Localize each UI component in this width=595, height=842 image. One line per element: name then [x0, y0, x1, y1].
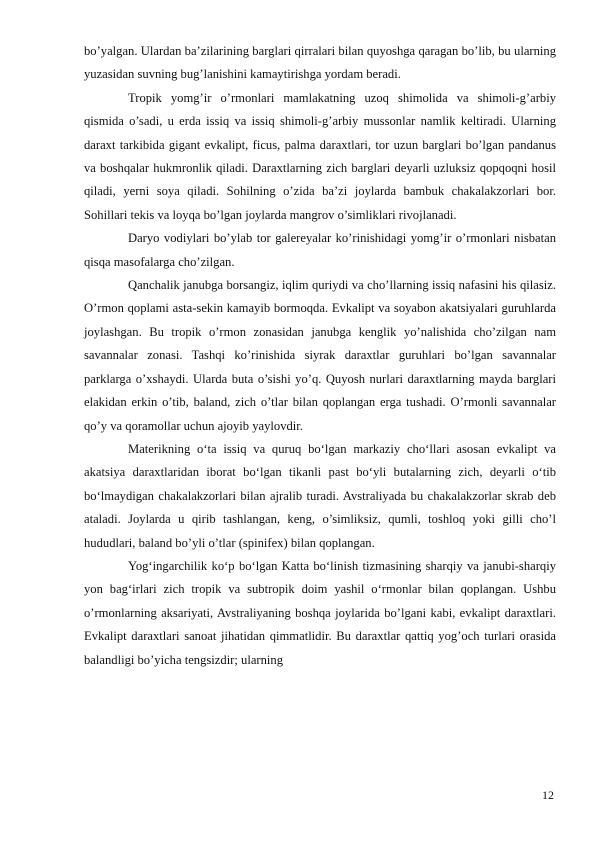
paragraph-continued: bo’yalgan. Ulardan ba’zilarining barglari qirralari bilan quyoshga qaragan bo’lib, bu ularning yuzasidan suvning bug’lanishini kamaytirishga yordam beradi.	[84, 44, 556, 82]
page-number: 12	[542, 788, 554, 802]
paragraph-rainforests: Tropik yomg’ir o’rmonlari mamlakatning uzoq shimolida va shimoli-g’arbiy qismida o’sadi, u erda issiq va issiq shimoli-g’arbiy mussonlar namlik keltiradi. Ularning daraxt tarkibida gigant evkalipt, ficus, palma daraxtlari, tor uzun barglari bo’lgan pandanus va boshqalar hukmronlik qiladi. Daraxtlarning zich barglari deyarli uzluksiz qopqoqni hosil qiladi, yerni soya qiladi. Sohilning o’zida ba’zi joylarda bambuk chakalakzorlari bor. Sohillari tekis va loyqa bo’lgan joylarda mangrov o’simliklari rivojlanadi.	[84, 90, 556, 222]
document-page	[84, 40, 556, 672]
paragraph-river-valleys: Daryo vodiylari bo’ylab tor galereyalar ko’rinishidagi yomg’ir o’rmonlari nisbatan qisqa masofalarga cho’zilgan.	[84, 231, 556, 269]
paragraph-great-dividing-range: Yog‘ingarchilik ko‘p bo‘lgan Katta bo‘linish tizmasining sharqiy va janubi-sharqiy yon bag‘irlari zich tropik va subtropik doim yashil o‘rmonlar bilan qoplangan. Ushbu o’rmonlarning aksariyati, Avstraliyaning boshqa joylarida bo’lgani kabi, evkalipt daraxtlari. Evkalipt daraxtlari sanoat jihatidan qimmatlidir. Bu daraxtlar qattiq yog’och turlari orasida balandligi bo’yicha tengsizdir; ularning	[84, 558, 556, 667]
paragraph-central-deserts: Materikning o‘ta issiq va quruq bo‘lgan markaziy cho‘llari asosan evkalipt va akatsiya daraxtlaridan iborat bo‘lgan tikanli past bo‘yli butalarning zich, deyarli o‘tib bo‘lmaydigan chakalakzorlari bilan ajralib turadi. Avstraliyada bu chakalakzorlar skrab deb ataladi. Joylarda u qirib tashlangan, keng, o’simliksiz, qumli, toshloq yoki gilli cho’l hududlari, baland bo’yli o’tlar (spinifex) bilan qoplangan.	[84, 441, 556, 550]
paragraph-savannas: Qanchalik janubga borsangiz, iqlim quriydi va cho’llarning issiq nafasini his qilasiz. O’rmon qoplami asta-sekin kamayib bormoqda. Evkalipt va soyabon akatsiyalari guruhlarda joylashgan. Bu tropik o’rmon zonasidan janubga kenglik yo’nalishida cho’zilgan nam savannalar zonasi. Tashqi ko’rinishida siyrak daraxtlar guruhlari bo’lgan savannalar parklarga o’xshaydi. Ularda buta o’sishi yo’q. Quyosh nurlari daraxtlarning mayda barglari elakidan erkin o’tib, baland, zich o’tlar bilan qoplangan erga tushadi. O’rmonli savannalar qo’y va qoramollar uchun ajoyib yaylovdir.	[84, 278, 556, 433]
